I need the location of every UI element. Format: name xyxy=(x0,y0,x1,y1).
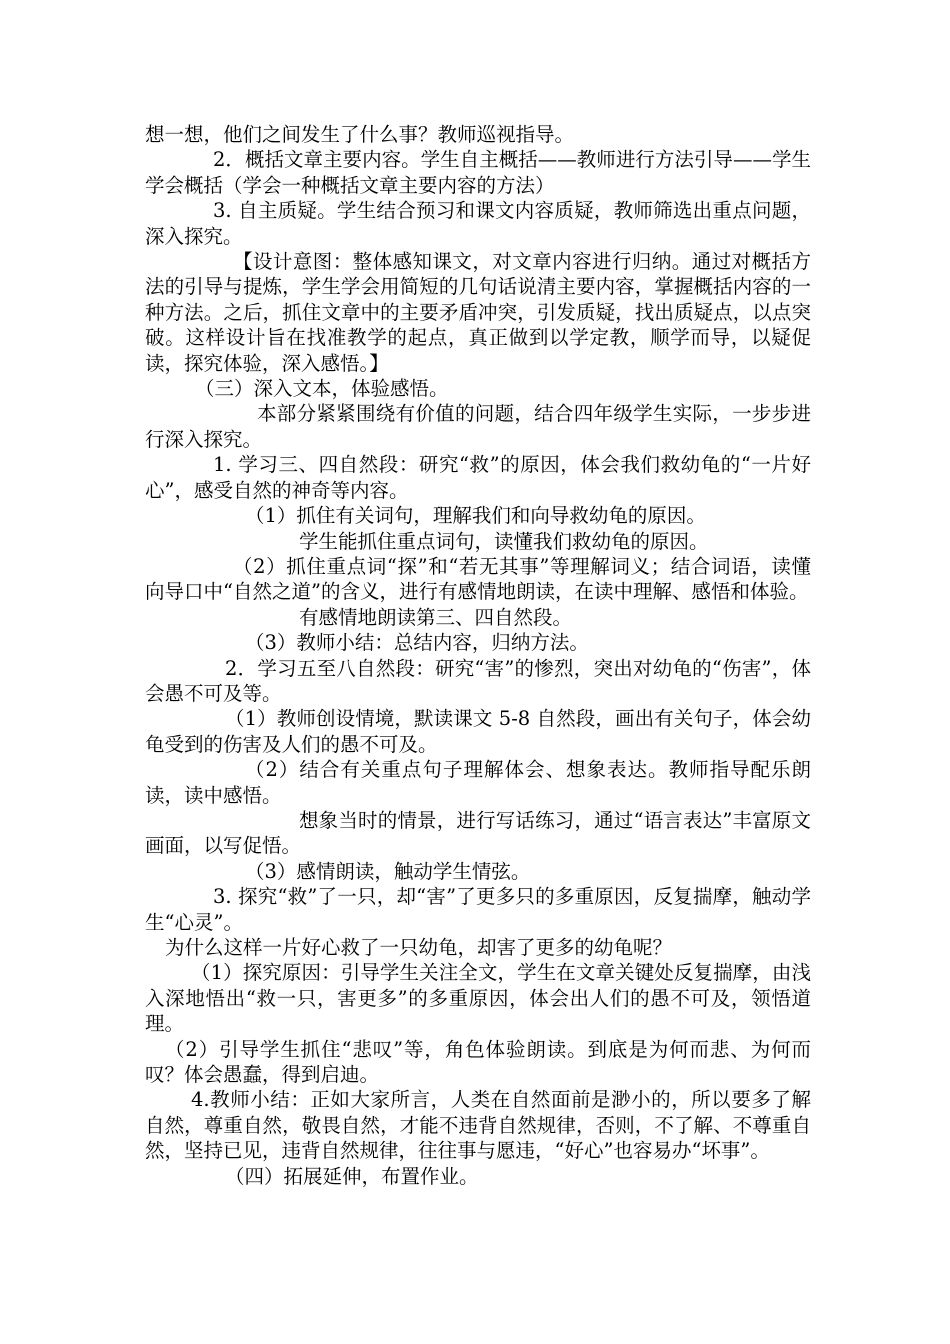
paragraph: 学生能抓住重点词句，读懂我们救幼龟的原因。 xyxy=(299,529,709,553)
paragraph: （1）抓住有关词句，理解我们和向导救幼龟的原因。 xyxy=(245,504,706,528)
paragraph: （2）引导学生抓住“悲叹”等，角色体验朗读。到底是为何而悲、为何而叹？体会愚蠢，得到启迪。 xyxy=(145,1037,811,1087)
paragraph: 3. 探究“救”了一只，却“害”了更多只的多重原因，反复揣摩，触动学生“心灵”。 xyxy=(145,885,811,934)
paragraph: 4.教师小结：正如大家所言，人类在自然面前是渺小的，所以要多了解自然，尊重自然，敬畏自然，才能不违背自然规律，否则，不了解、不尊重自然，坚持已见，违背自然规律，往往事与愿违，“好心”也容易办“坏事”。 xyxy=(145,1088,811,1163)
paragraph: （1）教师创设情境，默读课文 5-8 自然段，画出有关句子，体会幼龟受到的伤害及人们的愚不可及。 xyxy=(145,707,811,756)
paragraph: 为什么这样一片好心救了一只幼龟，却害了更多的幼龟呢？ xyxy=(165,936,673,959)
paragraph: 2．学习五至八自然段：研究“害”的惨烈，突出对幼龟的“伤害”，体会愚不可及等。 xyxy=(145,656,811,705)
paragraph: （3）感情朗读，触动学生情弦。 xyxy=(245,859,531,883)
paragraph: （3）教师小结：总结内容，归纳方法。 xyxy=(245,631,589,655)
paragraph: 想象当时的情景，进行写话练习，通过“语言表达”丰富原文画面，以写促悟。 xyxy=(145,808,811,858)
design-intent-paragraph: 【设计意图：整体感知课文，对文章内容进行归纳。通过对概括方法的引导与提炼，学生学会用简短的几句话说清主要内容，掌握概括内容的一种方法。之后，抓住文章中的主要矛盾冲突，引发质疑，找出质疑点，以点突破。这样设计旨在找准教学的起点，真正做到以学定教，顺学而导，以疑促读，探究体验，深入感悟。】 xyxy=(145,250,811,375)
paragraph: （1）探究原因：引导学生关注全文，学生在文章关键处反复揣摩，由浅入深地悟出“救一只，害更多”的多重原因，体会出人们的愚不可及，领悟道理。 xyxy=(145,961,811,1036)
paragraph: 2．概括文章主要内容。学生自主概括——教师进行方法引导——学生学会概括（学会一种概括文章主要内容的方法） xyxy=(145,148,811,197)
section-heading: （四）拓展延伸，布置作业。 xyxy=(225,1164,479,1188)
paragraph: （2）抓住重点词“探”和“若无其事”等理解词义；结合词语，读懂向导口中“自然之道”的含义，进行有感情地朗读，在读中理解、感悟和体验。 xyxy=(145,554,811,604)
paragraph: 想一想，他们之间发生了什么事？教师巡视指导。 xyxy=(145,123,575,146)
section-heading: （三）深入文本，体验感悟。 xyxy=(195,377,449,401)
document-body xyxy=(145,122,811,1189)
paragraph: 本部分紧紧围绕有价值的问题，结合四年级学生实际，一步步进行深入探究。 xyxy=(145,402,811,451)
paragraph: 有感情地朗读第三、四自然段。 xyxy=(299,605,573,629)
paragraph: 1. 学习三、四自然段：研究“救”的原因，体会我们救幼龟的“一片好心”，感受自然的神奇等内容。 xyxy=(145,453,811,502)
paragraph: 3. 自主质疑。学生结合预习和课文内容质疑，教师筛选出重点问题，深入探究。 xyxy=(145,199,811,248)
paragraph: （2）结合有关重点句子理解体会、想象表达。教师指导配乐朗读，读中感悟。 xyxy=(145,758,811,807)
